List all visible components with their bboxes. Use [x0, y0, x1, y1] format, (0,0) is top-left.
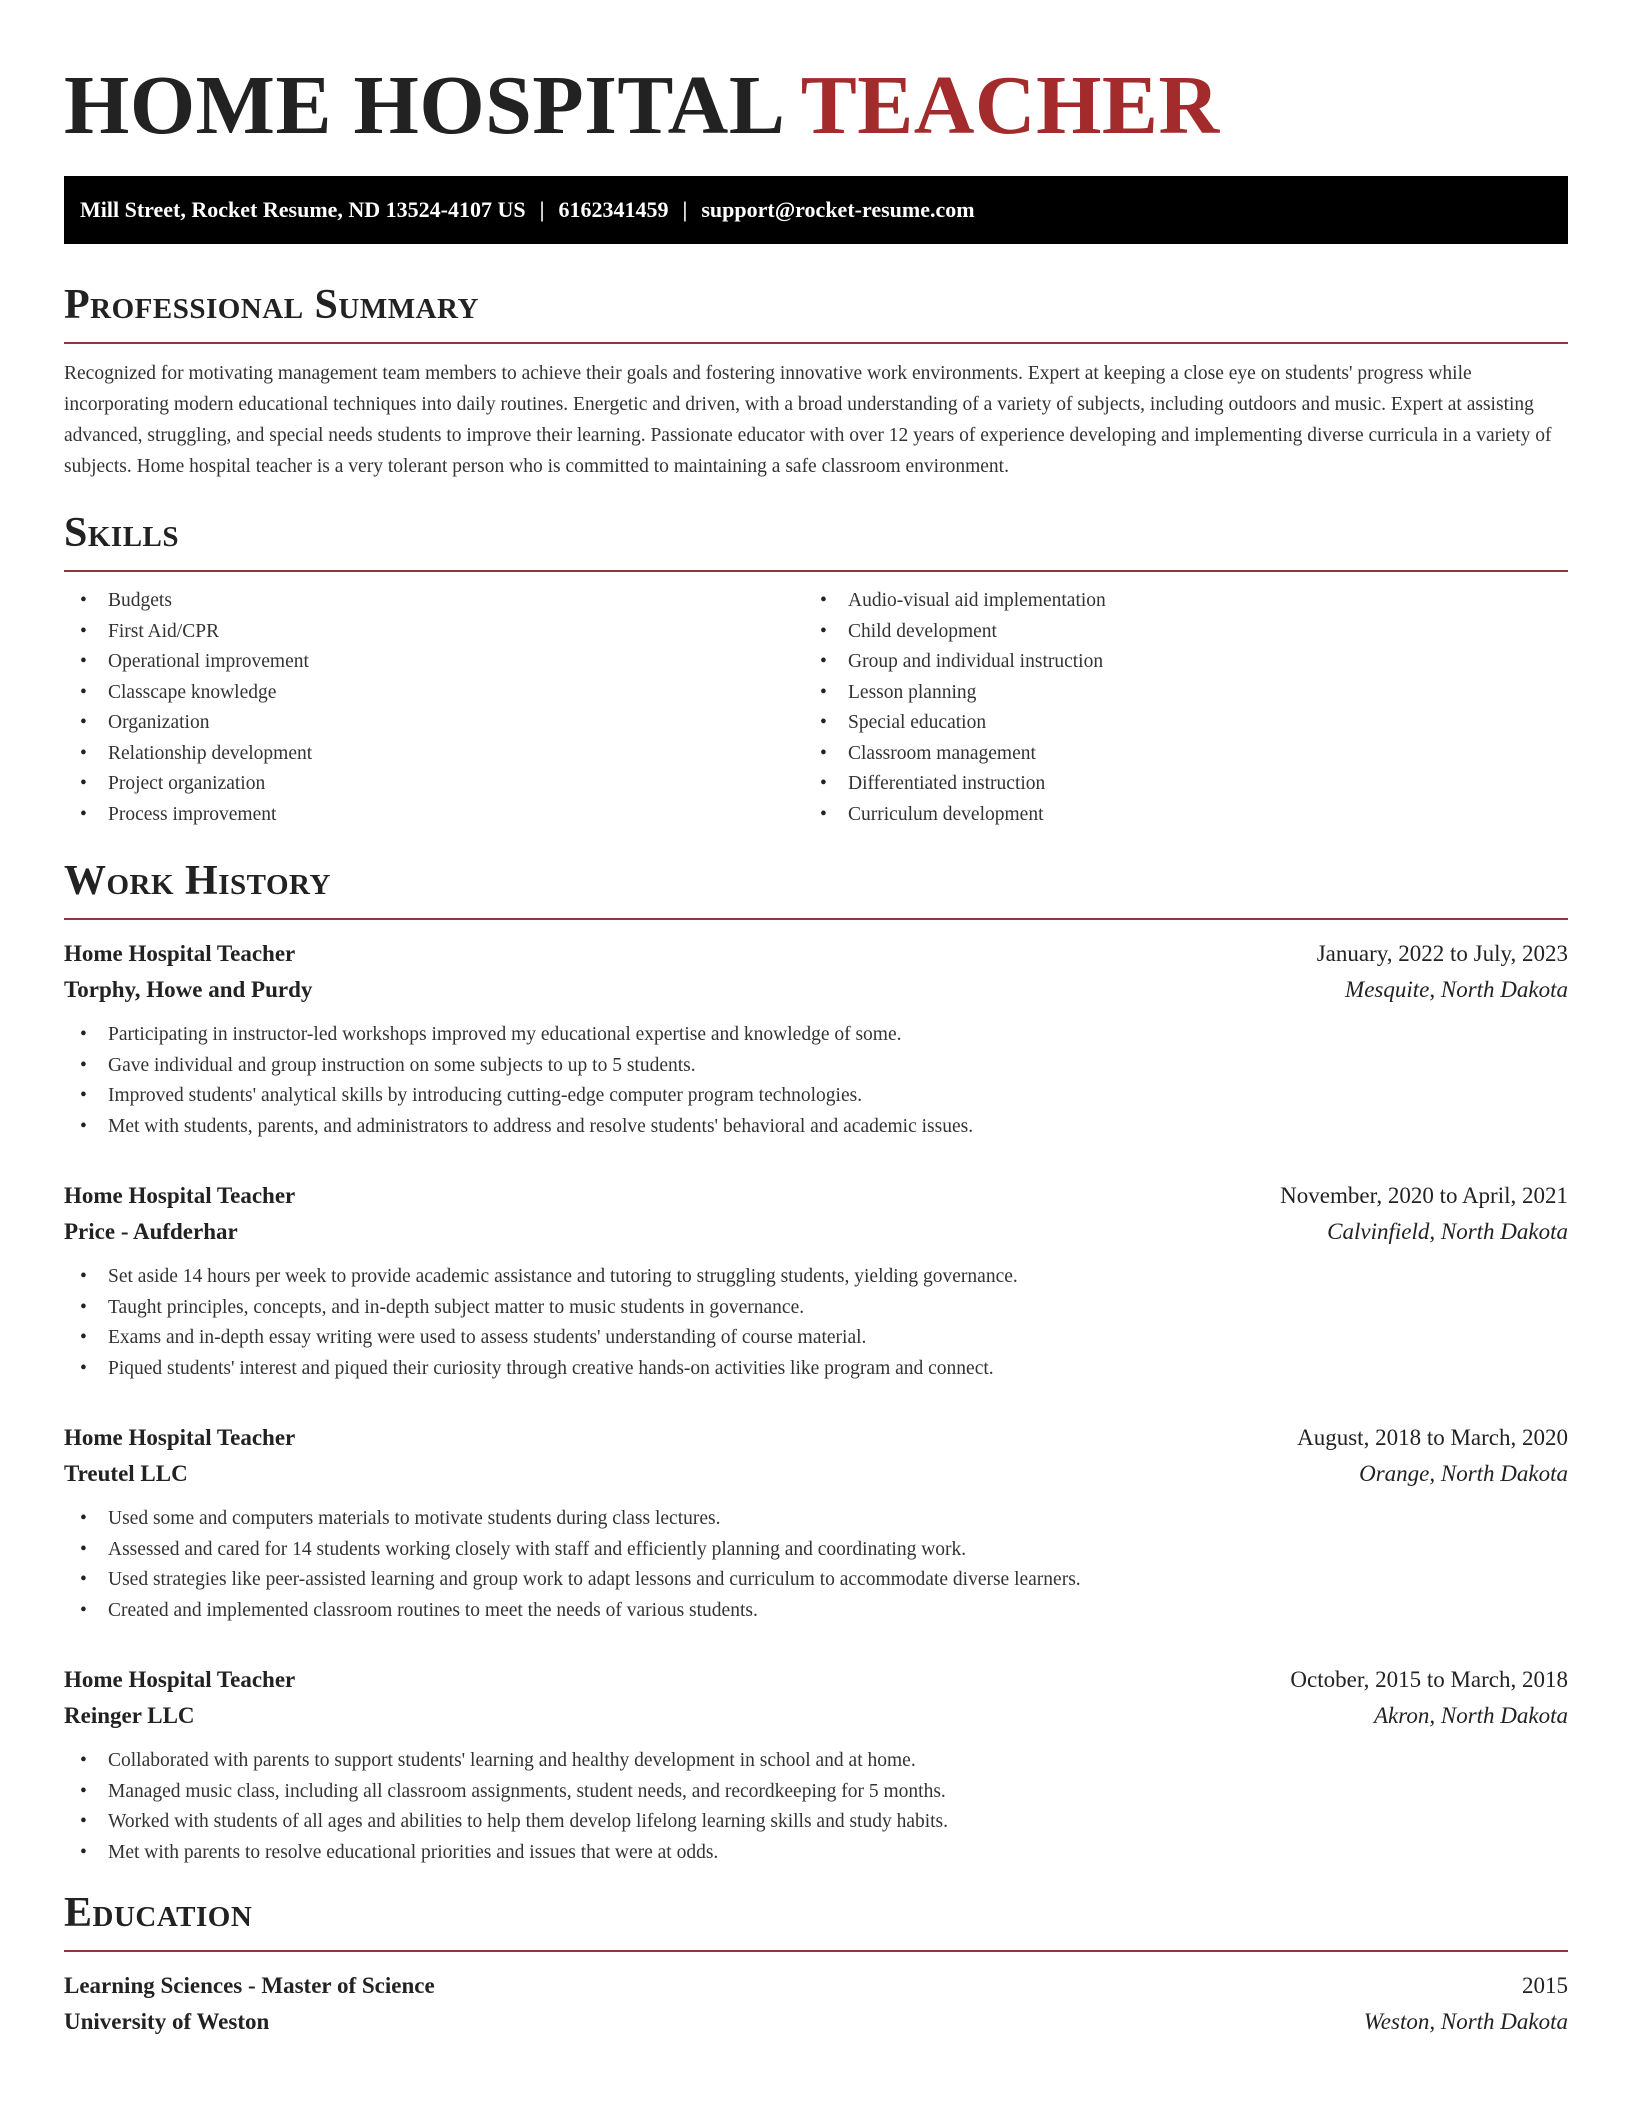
section-heading-skills: Skills [64, 508, 1568, 572]
skill-item: • Audio-visual aid implementation [804, 586, 1568, 617]
skill-item: • First Aid/CPR [64, 617, 804, 648]
resume-title [64, 56, 1568, 156]
job-dates: August, 2018 to March, 2020 [1297, 1425, 1568, 1450]
job-bullet: • Set aside 14 hours per week to provide academic assistance and tutoring to struggling students, yielding governance. [64, 1262, 1568, 1293]
skill-item: • Budgets [64, 586, 804, 617]
skills-column-right [804, 586, 1568, 830]
job-bullet: • Gave individual and group instruction on some subjects to up to 5 students. [64, 1051, 1568, 1082]
education-entry [64, 1968, 1568, 2040]
skill-item: • Group and individual instruction [804, 647, 1568, 678]
job-bullet: • Taught principles, concepts, and in-depth subject matter to music students in governance. [64, 1293, 1568, 1324]
job-title: Home Hospital Teacher [64, 1667, 296, 1692]
job-bullet: • Managed music class, including all classroom assignments, student needs, and recordkeeping for 5 months. [64, 1777, 1568, 1808]
work-entry [64, 1420, 1568, 1626]
job-dates: January, 2022 to July, 2023 [1316, 941, 1568, 966]
edu-location: Weston, North Dakota [1363, 2009, 1568, 2034]
job-location: Orange, North Dakota [1359, 1461, 1568, 1486]
job-company: Torphy, Howe and Purdy [64, 977, 313, 1002]
skill-item: • Curriculum development [804, 800, 1568, 831]
job-bullet: • Improved students' analytical skills by introducing cutting-edge computer program technologies. [64, 1081, 1568, 1112]
job-title: Home Hospital Teacher [64, 941, 296, 966]
job-bullet: • Exams and in-depth essay writing were used to assess students' understanding of course material. [64, 1323, 1568, 1354]
edu-year: 2015 [1522, 1973, 1568, 1998]
job-bullets [64, 1504, 1568, 1626]
job-bullets [64, 1262, 1568, 1384]
work-entry [64, 936, 1568, 1142]
job-bullet: • Met with parents to resolve educational priorities and issues that were at odds. [64, 1838, 1568, 1869]
skill-item: • Project organization [64, 769, 804, 800]
job-location: Akron, North Dakota [1374, 1703, 1568, 1728]
section-heading-summary: Professional Summary [64, 280, 1568, 344]
title-job-accent: TEACHER [800, 59, 1220, 152]
job-bullet: • Used strategies like peer-assisted learning and group work to adapt lessons and curriculum to accommodate diverse learners. [64, 1565, 1568, 1596]
job-bullet: • Met with students, parents, and administrators to address and resolve students' behavioral and academic issues. [64, 1112, 1568, 1143]
title-job-name: HOME HOSPITAL [64, 59, 781, 152]
skill-item: • Classroom management [804, 739, 1568, 770]
job-bullet: • Worked with students of all ages and abilities to help them develop lifelong learning skills and study habits. [64, 1807, 1568, 1838]
skill-item: • Process improvement [64, 800, 804, 831]
work-entry [64, 1178, 1568, 1384]
job-bullet: • Piqued students' interest and piqued their curiosity through creative hands-on activities like program and connect. [64, 1354, 1568, 1385]
job-dates: October, 2015 to March, 2018 [1290, 1667, 1568, 1692]
contact-separator: | [682, 197, 688, 222]
skill-item: • Special education [804, 708, 1568, 739]
job-title: Home Hospital Teacher [64, 1183, 296, 1208]
job-bullet: • Collaborated with parents to support students' learning and healthy development in school and at home. [64, 1746, 1568, 1777]
job-dates: November, 2020 to April, 2021 [1280, 1183, 1568, 1208]
skills-list [64, 586, 1568, 830]
skill-item: • Relationship development [64, 739, 804, 770]
work-entry [64, 1662, 1568, 1868]
summary-text: Recognized for motivating management team members to achieve their goals and fostering innovative work environments. Expert at keeping a close eye on students' progress while incorporating modern educational techniques into daily routines. Energetic and driven, with a broad understanding of a variety of subjects, including outdoors and music. Expert at assisting advanced, struggling, and special needs students to improve their learning. Passionate educator with over 12 years of experience developing and implementing diverse curricula in a variety of subjects. Home hospital teacher is a very tolerant person who is committed to maintaining a safe classroom environment. [64, 363, 1552, 477]
edu-degree: Learning Sciences - Master of Science [64, 1973, 435, 1998]
job-bullet: • Participating in instructor-led workshops improved my educational expertise and knowledge of some. [64, 1020, 1568, 1051]
skills-column-left [64, 586, 804, 830]
resume-page [64, 0, 1568, 2040]
job-title: Home Hospital Teacher [64, 1425, 296, 1450]
contact-email: support@rocket-resume.com [701, 197, 975, 222]
skill-item: • Classcape knowledge [64, 678, 804, 709]
job-company: Price - Aufderhar [64, 1219, 238, 1244]
skill-item: • Organization [64, 708, 804, 739]
contact-bar [64, 176, 1568, 244]
section-heading-education: Education [64, 1888, 1568, 1952]
section-heading-work-history: Work History [64, 856, 1568, 920]
contact-phone: 6162341459 [558, 197, 669, 222]
skill-item: • Lesson planning [804, 678, 1568, 709]
job-location: Mesquite, North Dakota [1345, 977, 1568, 1002]
skill-item: • Operational improvement [64, 647, 804, 678]
skill-item: • Child development [804, 617, 1568, 648]
contact-separator: | [539, 197, 545, 222]
job-company: Reinger LLC [64, 1703, 195, 1728]
job-location: Calvinfield, North Dakota [1327, 1219, 1568, 1244]
job-bullet: • Assessed and cared for 14 students working closely with staff and efficiently planning and coordinating work. [64, 1535, 1568, 1566]
skill-item: • Differentiated instruction [804, 769, 1568, 800]
job-bullet: • Used some and computers materials to motivate students during class lectures. [64, 1504, 1568, 1535]
job-bullets [64, 1746, 1568, 1868]
edu-school: University of Weston [64, 2009, 270, 2034]
contact-address: Mill Street, Rocket Resume, ND 13524-4107 US [80, 197, 526, 222]
job-company: Treutel LLC [64, 1461, 188, 1486]
job-bullets [64, 1020, 1568, 1142]
job-bullet: • Created and implemented classroom routines to meet the needs of various students. [64, 1596, 1568, 1627]
